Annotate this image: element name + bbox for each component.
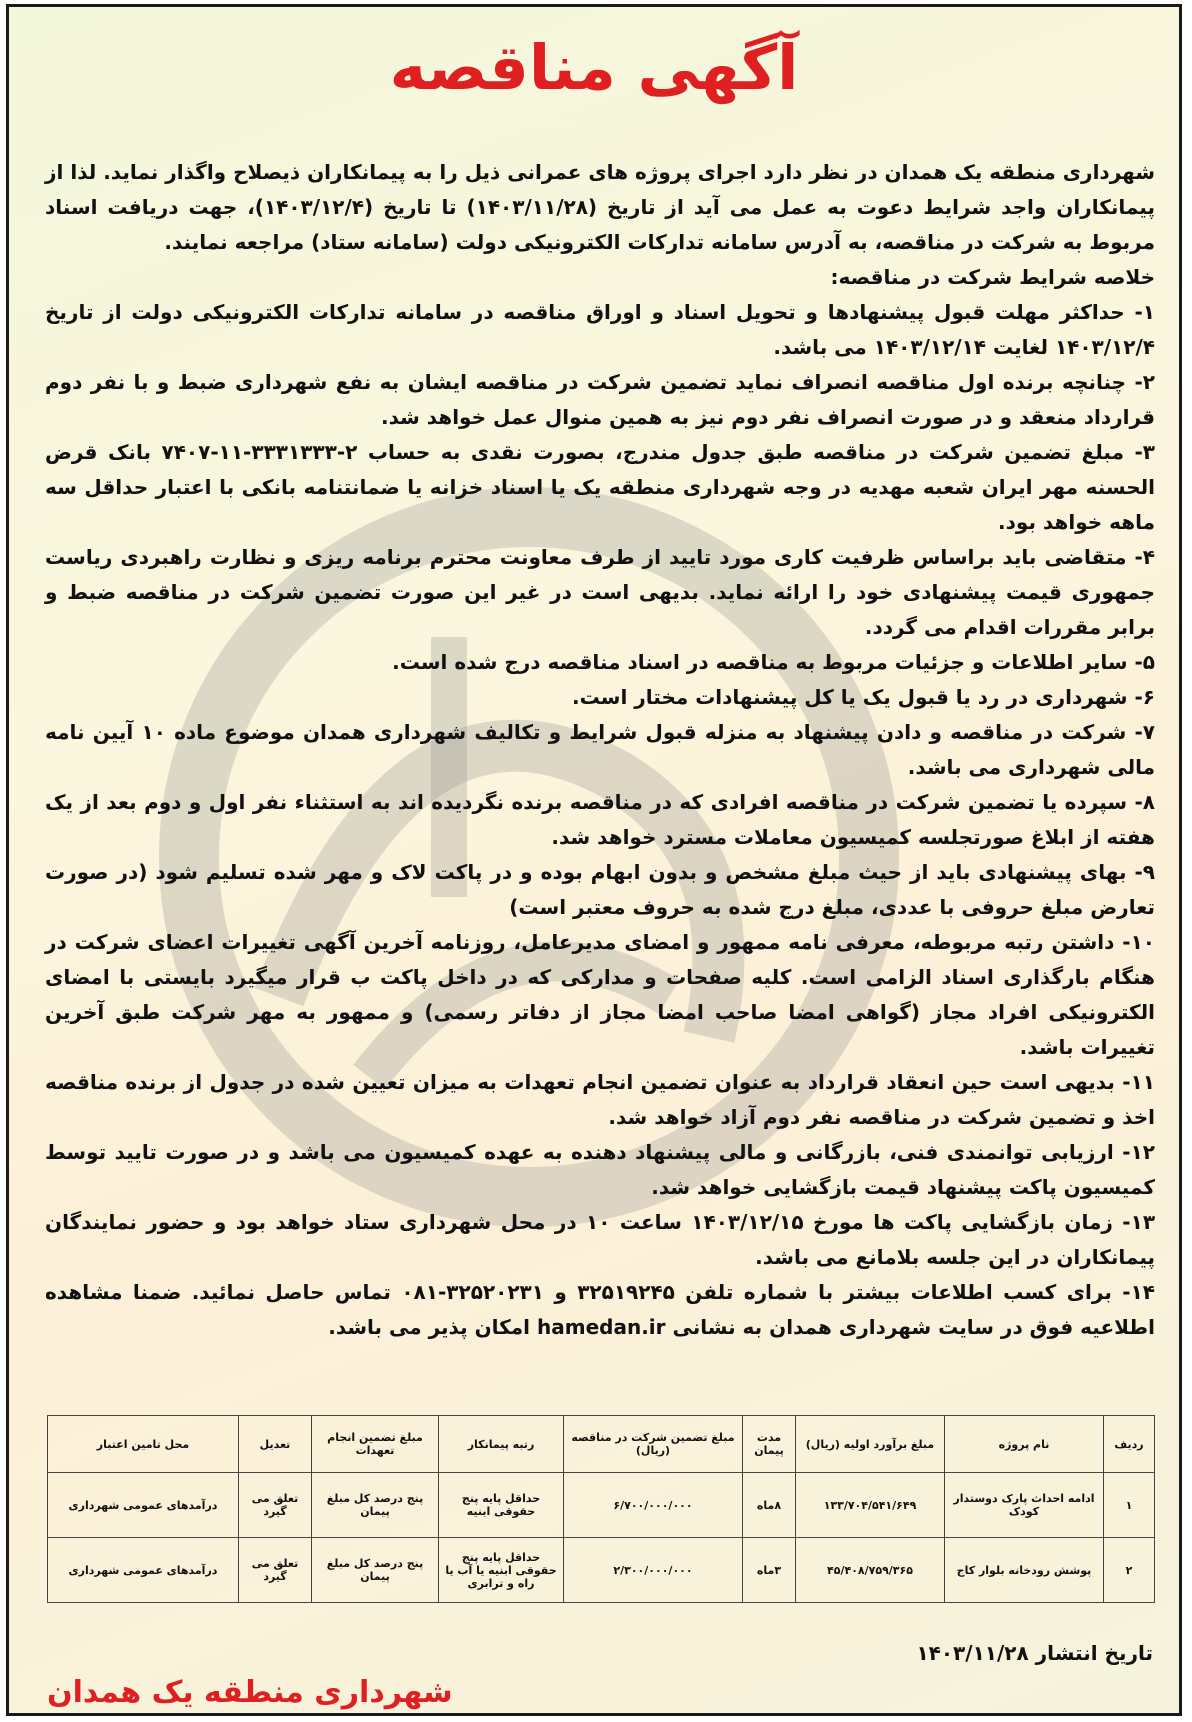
condition-item: ۳- مبلغ تضمین شرکت در مناقصه طبق جدول مندرج، بصورت نقدی به حساب ۲-۳۳۳۱۳۳۳-۱۱-۷۴۰۷ بانک قرض الحسنه مهر ایران شعبه مهدیه در وجه شهرداری منطقه یک یا اسناد خزانه یا ضمانتنامه بانکی با اعتبار حداقل سه ماهه خواهد بود. (45, 440, 1155, 534)
cell-duration: ۸ماه (743, 1473, 796, 1538)
condition-item: ۱- حداکثر مهلت قبول پیشنهادها و تحویل اسناد و اوراق مناقصه در سامانه تدارکات الکترونیکی دولت از تاریخ ۱۴۰۳/۱۲/۴ لغایت ۱۴۰۳/۱۲/۱۴ می باشد. (45, 300, 1155, 359)
condition-item: ۱۳- زمان بازگشایی پاکت ها مورخ ۱۴۰۳/۱۲/۱۵ ساعت ۱۰ در محل شهرداری ستاد خواهد بود و حضور نمایندگان پیمانکاران در این جلسه بلامانع می باشد. (45, 1210, 1156, 1269)
condition-item: ۷- شرکت در مناقصه و دادن پیشنهاد به منزله قبول شرایط و تکالیف شهرداری همدان موضوع ماده ۱۰ آیین نامه مالی شهرداری می باشد. (45, 720, 1155, 779)
cell-adjustment: تعلق می گیرد (239, 1473, 312, 1538)
col-header-funding-source: محل تامین اعتبار (48, 1416, 239, 1473)
cell-project-name: پوشش رودخانه بلوار کاج (945, 1538, 1104, 1603)
notice-body (45, 155, 1155, 1345)
projects-table (47, 1415, 1155, 1603)
table-row (48, 1473, 1155, 1538)
condition-item: ۶- شهرداری در رد یا قبول یک یا کل پیشنهادات مختار است. (572, 685, 1155, 709)
cell-row-number: ۱ (1104, 1473, 1155, 1538)
condition-item: ۱۰- داشتن رتبه مربوطه، معرفی نامه ممهور و امضای مدیرعامل، روزنامه آخرین آگهی تغییرات اعضای شرکت در هنگام بارگذاری اسناد الزامی است. کلیه صفحات و مدارکی که در داخل پاکت ب قرار میگیرد بایستی با امضای الکترونیکی افراد مجاز (گواهی امضا صاحب امضا مجاز از دفاتر رسمی) و ممهور به مهر شرکت طبق آخرین تغییرات باشد. (45, 930, 1155, 1059)
condition-item: ۱۱- بدیهی است حین انعقاد قرارداد به عنوان تضمین انجام تعهدات به میزان تعیین شده در جدول از برنده مناقصه اخذ و تضمین شرکت در مناقصه نفر دوم آزاد خواهد شد. (45, 1070, 1155, 1129)
col-header-bid-guarantee: مبلغ تضمین شرکت در مناقصه (ریال) (564, 1416, 743, 1473)
cell-funding-source: درآمدهای عمومی شهرداری (48, 1473, 239, 1538)
cell-performance-guarantee: پنج درصد کل مبلغ پیمان (312, 1473, 439, 1538)
col-header-contractor-grade: رتبه پیمانکار (439, 1416, 564, 1473)
col-header-adjustment: تعدیل (239, 1416, 312, 1473)
publish-date: تاریخ انتشار ۱۴۰۳/۱۱/۲۸ (916, 1641, 1153, 1665)
col-header-performance-guarantee: مبلغ تضمین انجام تعهدات (312, 1416, 439, 1473)
condition-item: ۸- سپرده یا تضمین شرکت در مناقصه افرادی که در مناقصه برنده نگردیده اند به استثناء نفر اول و دوم بعد از یک هفته از ابلاغ صورتجلسه کمیسیون معاملات مسترد خواهد شد. (45, 790, 1155, 849)
conditions-heading: خلاصه شرایط شرکت در مناقصه: (830, 265, 1155, 289)
cell-performance-guarantee: پنج درصد کل مبلغ پیمان (312, 1538, 439, 1603)
condition-item: ۱۴- برای کسب اطلاعات بیشتر با شماره تلفن ۳۲۵۱۹۲۴۵ و ۳۲۵۲۰۲۳۱-۰۸۱ تماس حاصل نمائید. ضمنا مشاهده اطلاعیه فوق در سایت شهرداری همدان به نشانی hamedan.ir امکان پذیر می باشد. (45, 1280, 1155, 1339)
cell-estimate: ۴۵/۴۰۸/۷۵۹/۳۶۵ (796, 1538, 945, 1603)
issuer-signature: شهرداری منطقه یک همدان (47, 1675, 453, 1710)
col-header-row-number: ردیف (1104, 1416, 1155, 1473)
cell-estimate: ۱۳۳/۷۰۴/۵۴۱/۶۴۹ (796, 1473, 945, 1538)
cell-bid-guarantee: ۶/۷۰۰/۰۰۰/۰۰۰ (564, 1473, 743, 1538)
condition-item: ۴- متقاضی باید براساس ظرفیت کاری مورد تایید از طرف معاونت محترم برنامه ریزی و نظارت راهبردی ریاست جمهوری قیمت پیشنهادی خود را ارائه نماید. بدیهی است در غیر این صورت تضمین شرکت در مناقصه ضبط و برابر مقررات اقدام می گردد. (45, 545, 1155, 639)
table-header-row (48, 1416, 1155, 1473)
col-header-estimate: مبلغ برآورد اولیه (ریال) (796, 1416, 945, 1473)
cell-row-number: ۲ (1104, 1538, 1155, 1603)
condition-item: ۹- بهای پیشنهادی باید از حیث مبلغ مشخص و بدون ابهام بوده و در پاکت لاک و مهر شده تسلیم شود (در صورت تعارض مبلغ حروفی با عددی، مبلغ درج شده به حروف معتبر است) (45, 860, 1155, 919)
intro-paragraph: شهرداری منطقه یک همدان در نظر دارد اجرای پروژه های عمرانی ذیل را به پیمانکاران ذیصلاح واگذار نماید. لذا از پیمانکاران واجد شرایط دعوت به عمل می آید از تاریخ (۱۴۰۳/۱۱/۲۸) تا تاریخ (۱۴۰۳/۱۲/۴)، جهت دریافت اسناد مربوط به شرکت در مناقصه، به آدرس سامانه تدارکات الکترونیکی دولت (سامانه ستاد) مراجعه نمایند. (45, 160, 1155, 254)
table-row (48, 1538, 1155, 1603)
col-header-duration: مدت پیمان (743, 1416, 796, 1473)
notice-frame (6, 4, 1182, 1716)
cell-funding-source: درآمدهای عمومی شهرداری (48, 1538, 239, 1603)
cell-contractor-grade: حداقل پایه پنج حقوقی ابنیه یا آب یا راه و ترابری (439, 1538, 564, 1603)
cell-adjustment: تعلق می گیرد (239, 1538, 312, 1603)
page-title: آگهی مناقصه (389, 31, 799, 104)
cell-duration: ۳ماه (743, 1538, 796, 1603)
condition-item: ۲- چنانچه برنده اول مناقصه انصراف نماید تضمین شرکت در مناقصه ایشان به نفع شهرداری ضبط و با نفر دوم قرارداد منعقد و در صورت انصراف نفر دوم نیز به همین منوال عمل خواهد شد. (45, 370, 1155, 429)
cell-contractor-grade: حداقل پایه پنج حقوقی ابنیه (439, 1473, 564, 1538)
condition-item: ۵- سایر اطلاعات و جزئیات مربوط به مناقصه در اسناد مناقصه درج شده است. (392, 650, 1155, 674)
cell-project-name: ادامه احداث پارک دوستدار کودک (945, 1473, 1104, 1538)
col-header-project-name: نام پروژه (945, 1416, 1104, 1473)
condition-item: ۱۲- ارزیابی توانمندی فنی، بازرگانی و مالی پیشنهاد دهنده به عهده کمیسیون می باشد و در صورت تایید توسط کمیسیون پاکت پیشنهاد قیمت بازگشایی خواهد شد. (45, 1140, 1155, 1199)
cell-bid-guarantee: ۲/۳۰۰/۰۰۰/۰۰۰ (564, 1538, 743, 1603)
